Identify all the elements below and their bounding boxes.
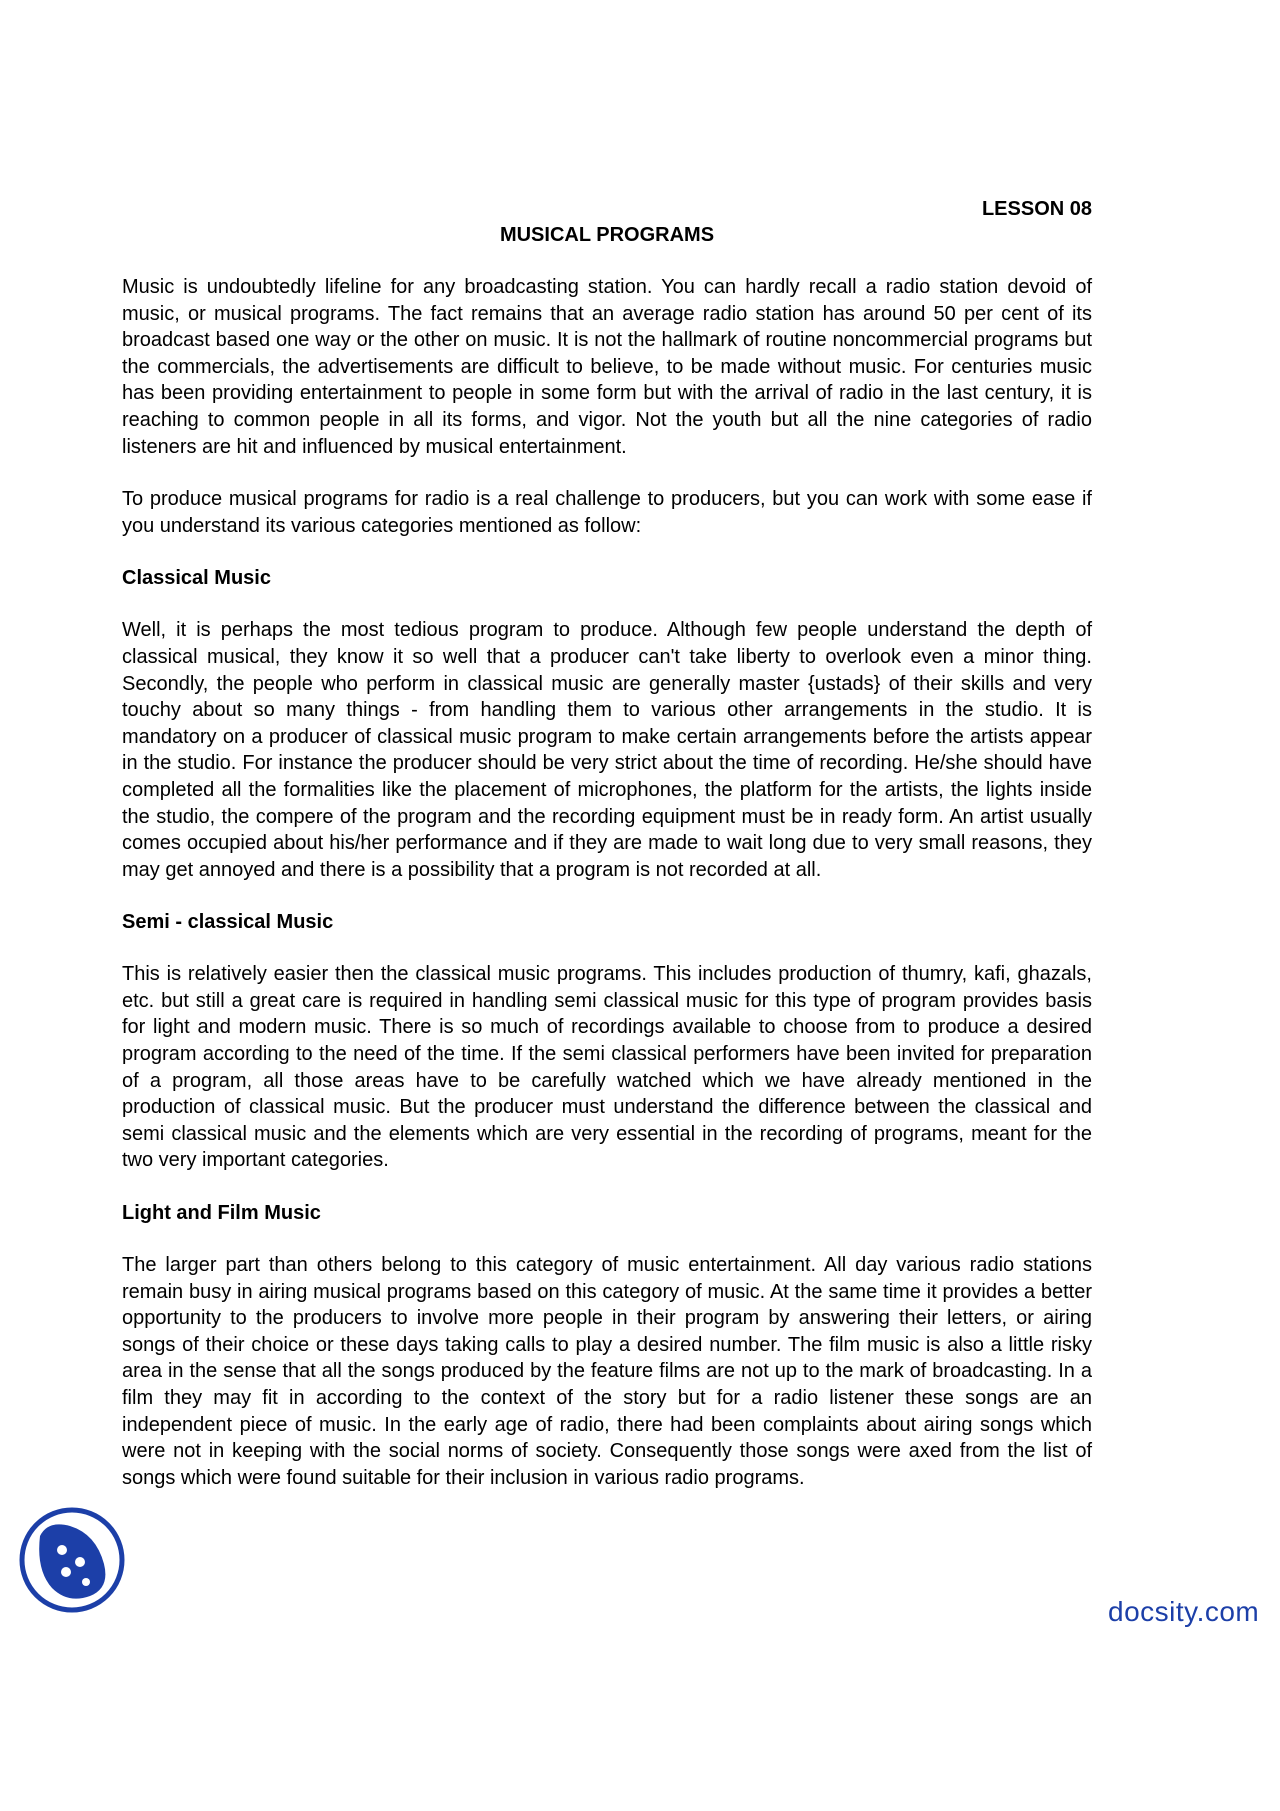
document-page (122, 196, 1092, 1517)
page-title: MUSICAL PROGRAMS (499, 224, 715, 246)
section-heading-light-film: Light and Film Music (122, 1202, 321, 1225)
section-heading-semi-classical: Semi - classical Music (122, 911, 334, 934)
section-body-semi-classical: This is relatively easier then the classical music programs. This includes production of thumry, kafi, ghazals, etc. but still a great care is required in handling semi classical music for this type of program provides basis for light and modern music. There is so much of recordings available to choose from to produce a desired program according to the need of the time. If the semi classical performers have been invited for preparation of a program, all those areas have to be carefully watched which we have already mentioned in the production of classical music. But the producer must understand the difference between the classical and semi classical music and the elements which are very essential in the recording of programs, meant for the two very important categories. (122, 963, 1092, 1172)
section-body-classical: Well, it is perhaps the most tedious program to produce. Although few people understand the depth of classical musical, they know it so well that a producer can't take liberty to overlook even a minor thing. Secondly, the people who perform in classical music are generally master {ustads} of their skills and very touchy about so many things - from handling them to various other arrangements in the studio. It is mandatory on a producer of classical music program to make certain arrangements before the artists appear in the studio. For instance the producer should be very strict about the time of recording. He/she should have completed all the formalities like the placement of microphones, the platform for the artists, the lights inside the studio, the compere of the program and the recording equipment must be in ready form. An artist usually comes occupied about his/her performance and if they are made to wait long due to very small reasons, they may get annoyed and there is a possibility that a program is not recorded at all. (122, 619, 1092, 881)
section-body-light-film: The larger part than others belong to this category of music entertainment. All day various radio stations remain busy in airing musical programs based on this category of music. At the same time it provides a better opportunity to the producers to involve more people in their program by answering their letters, or airing songs of their choice or these days taking calls to play a desired number. The film music is also a little risky area in the sense that all the songs produced by the feature films are not up to the mark of broadcasting. In a film they may fit in according to the context of the story but for a radio listener these songs are an independent piece of music. In the early age of radio, there had been complaints about airing songs which were not in keeping with the social norms of society. Consequently those songs were axed from the list of songs which were found suitable for their inclusion in various radio programs. (122, 1254, 1092, 1489)
intro-paragraph-2: To produce musical programs for radio is a real challenge to producers, but you can work with some ease if you understand its various categories mentioned as follow: (122, 488, 1092, 537)
lesson-number: LESSON 08 (981, 198, 1092, 220)
intro-paragraph-1: Music is undoubtedly lifeline for any broadcasting station. You can hardly recall a radio station devoid of music, or musical programs. The fact remains that an average radio station has around 50 per cent of its broadcast based one way or the other on music. It is not the hallmark of routine noncommercial programs but the commercials, the advertisements are difficult to believe, to be made without music. For centuries music has been providing entertainment to people in some form but with the arrival of radio in the last century, it is reaching to common people in all its forms, and vigor. Not the youth but all the nine categories of radio listeners are hit and influenced by musical entertainment. (122, 276, 1092, 458)
section-heading-classical: Classical Music (122, 567, 271, 590)
docsity-logo-icon (18, 1506, 126, 1614)
docsity-watermark-text[interactable]: docsity.com (1108, 1596, 1260, 1627)
